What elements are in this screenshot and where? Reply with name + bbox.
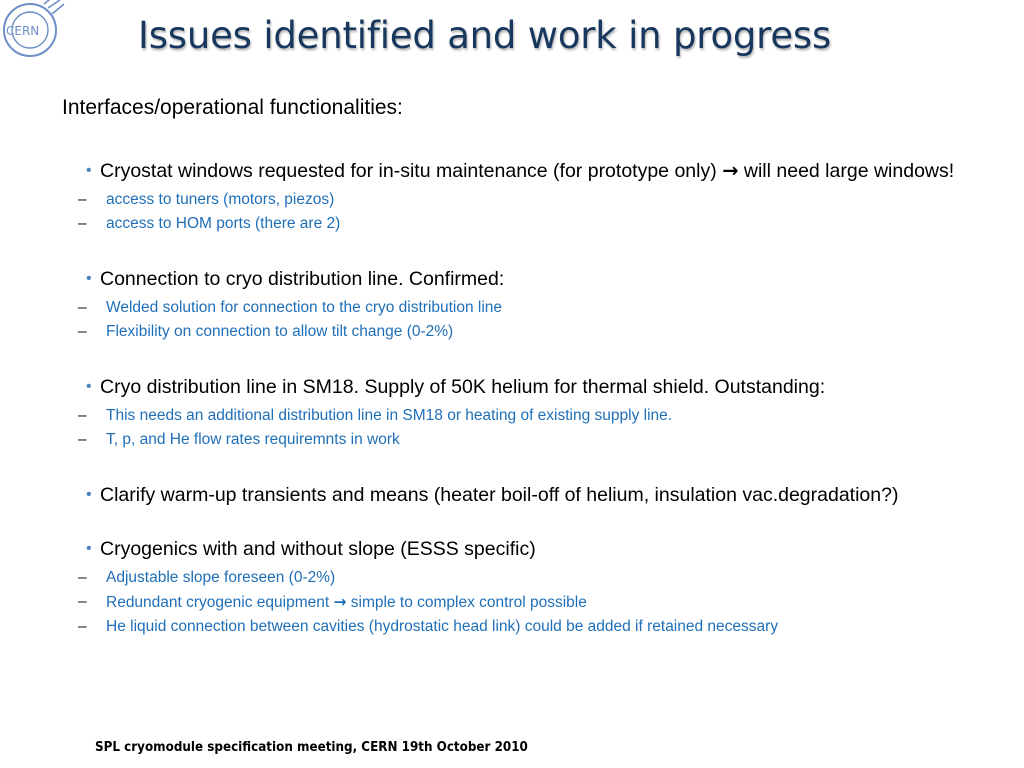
sub-text: Welded solution for connection to the cryo distribution line bbox=[106, 299, 503, 316]
right-arrow-icon: → bbox=[333, 593, 347, 611]
sub-text: T, p, and He flow rates requiremnts in work bbox=[106, 431, 400, 448]
sub-text: Adjustable slope foreseen (0-2%) bbox=[106, 569, 336, 586]
bullet-item bbox=[62, 268, 962, 290]
sub-text: access to tuners (motors, piezos) bbox=[106, 191, 335, 208]
bullet-item bbox=[62, 484, 962, 506]
sub-dash: – bbox=[78, 299, 87, 316]
sub-dash: – bbox=[78, 191, 87, 208]
bullet-dot: • bbox=[86, 162, 92, 179]
sub-item bbox=[24, 320, 962, 344]
sub-text-part: Redundant cryogenic equipment bbox=[106, 594, 334, 611]
bullet-item bbox=[62, 538, 962, 560]
bullet-dot: • bbox=[86, 486, 92, 503]
slide-subtitle: Interfaces/operational functionalities: bbox=[62, 96, 403, 119]
sub-item bbox=[24, 296, 962, 320]
sub-item bbox=[24, 566, 962, 590]
logo-text: CERN bbox=[6, 24, 40, 38]
sub-item bbox=[24, 428, 962, 452]
sub-dash: – bbox=[78, 618, 87, 635]
bullet-item bbox=[62, 160, 962, 182]
sub-item bbox=[24, 212, 962, 236]
sub-dash: – bbox=[78, 323, 87, 340]
bullet-dot: • bbox=[86, 270, 92, 287]
sub-item bbox=[24, 615, 962, 639]
sub-dash: – bbox=[78, 407, 87, 424]
bullet-text: Cryo distribution line in SM18. Supply of 50K helium for thermal shield. Outstanding: bbox=[100, 376, 826, 398]
bullet-text: Clarify warm-up transients and means (heater boil-off of helium, insulation vac.degradation?) bbox=[100, 484, 899, 506]
bullet-list bbox=[62, 160, 962, 639]
sub-item bbox=[24, 404, 962, 428]
bullet-text-part: Cryostat windows requested for in-situ maintenance (for prototype only) bbox=[100, 160, 723, 182]
sub-item bbox=[24, 188, 962, 212]
bullet-text bbox=[100, 160, 962, 182]
sub-text: This needs an additional distribution line in SM18 or heating of existing supply line. bbox=[106, 407, 673, 424]
sub-dash: – bbox=[78, 593, 87, 610]
bullet-text-part: will need large windows! bbox=[738, 160, 955, 182]
sub-text-part: simple to complex control possible bbox=[346, 594, 587, 611]
bullet-dot: • bbox=[86, 378, 92, 395]
sub-dash: – bbox=[78, 431, 87, 448]
cern-logo-icon bbox=[0, 0, 66, 66]
bullet-dot: • bbox=[86, 540, 92, 557]
bullet-text: Connection to cryo distribution line. Confirmed: bbox=[100, 268, 505, 290]
sub-dash: – bbox=[78, 215, 87, 232]
slide-title: Issues identified and work in progress bbox=[138, 14, 832, 57]
bullet-item bbox=[62, 376, 962, 398]
sub-text bbox=[106, 594, 587, 611]
sub-text: Flexibility on connection to allow tilt change (0-2%) bbox=[106, 323, 454, 340]
sub-text: He liquid connection between cavities (hydrostatic head link) could be added if retained necessary bbox=[106, 618, 779, 635]
sub-item bbox=[24, 590, 962, 615]
right-arrow-icon: → bbox=[722, 159, 739, 182]
sub-dash: – bbox=[78, 569, 87, 586]
sub-text: access to HOM ports (there are 2) bbox=[106, 215, 341, 232]
slide-footer: SPL cryomodule specification meeting, CERN 19th October 2010 bbox=[95, 740, 528, 755]
bullet-text: Cryogenics with and without slope (ESSS specific) bbox=[100, 538, 536, 560]
